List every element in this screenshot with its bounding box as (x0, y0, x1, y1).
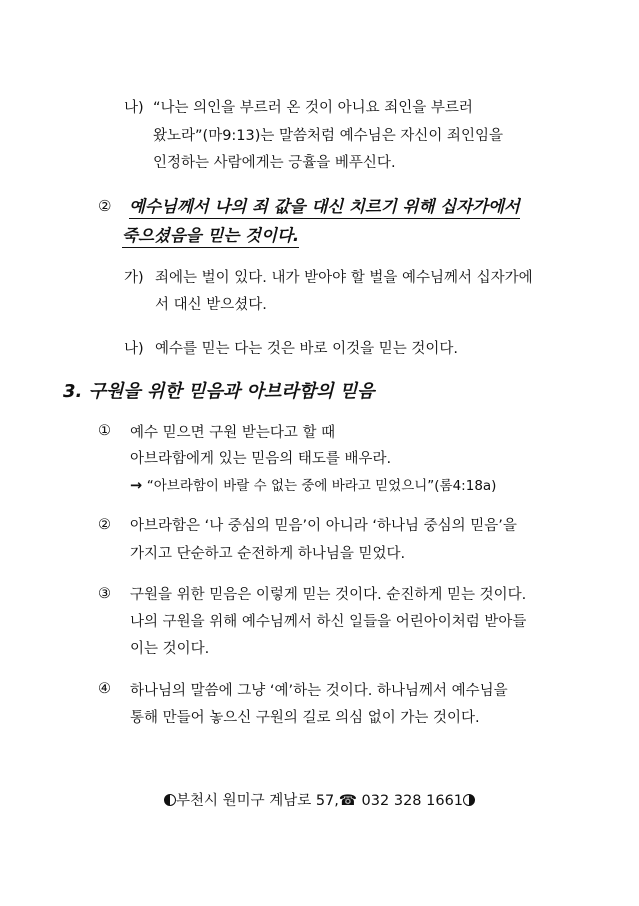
emphasis-line: 예수님께서 나의 죄 값을 대신 치르기 위해 십자가에서 (129, 193, 520, 219)
phone-number: 032 328 1661 (356, 793, 464, 809)
half-circle-left-icon (164, 794, 176, 806)
item-number: ③ (98, 586, 111, 602)
text-line: 나의 구원을 위해 예수님께서 하신 일들을 어린아이처럼 받아들 (130, 614, 527, 630)
phone-icon: ☎ (338, 793, 357, 809)
item-number: ④ (98, 681, 111, 697)
text-line: 왔노라”(마9:13)는 말씀처럼 예수님은 자신이 죄인임을 (153, 128, 503, 144)
item-number: ② (98, 517, 111, 533)
item-number: ① (98, 423, 111, 439)
text-line: 하나님의 말씀에 그냥 ‘예’하는 것이다. 하나님께서 예수님을 (130, 683, 508, 699)
section-heading: 3. 구원을 위한 믿음과 아브라함의 믿음 (63, 381, 375, 402)
text-line: 이는 것이다. (130, 641, 210, 657)
text-line: 예수 믿으면 구원 받는다고 할 때 (130, 425, 336, 441)
half-circle-right-icon (463, 794, 475, 806)
item-number: ② (98, 197, 112, 215)
text-line: 아브라함에게 있는 믿음의 태도를 배우라. (130, 451, 392, 467)
text-line: 인정하는 사람에게는 긍휼을 베푸신다. (153, 155, 396, 171)
quote-text: “아브라함이 바랄 수 없는 중에 바라고 믿었으니”(롬4:18a) (146, 478, 497, 494)
footer-address (0, 789, 639, 810)
text-line: 죄에는 벌이 있다. 내가 받아야 할 벌을 예수님께서 십자가에 (155, 270, 533, 286)
text-line: 예수를 믿는 다는 것은 바로 이것을 믿는 것이다. (155, 341, 459, 357)
emphasis-line: 죽으셨음을 믿는 것이다. (122, 222, 299, 248)
text-line: 가지고 단순하고 순전하게 하나님을 믿었다. (130, 546, 406, 562)
text-line: 서 대신 받으셨다. (155, 297, 267, 313)
arrow-icon: → (130, 478, 143, 494)
quote-line (130, 474, 496, 494)
address-text: 부천시 원미구 계남로 57, (175, 793, 339, 809)
text-line: 구원을 위한 믿음은 이렇게 믿는 것이다. 순진하게 믿는 것이다. (130, 587, 527, 603)
sub-item-label: 나) (124, 100, 144, 116)
text-line: 아브라함은 ‘나 중심의 믿음’이 아니라 ‘하나님 중심의 믿음’을 (130, 518, 517, 534)
sub-item-label: 가) (124, 270, 144, 286)
text-line: “나는 의인을 부르러 온 것이 아니요 죄인을 부르러 (153, 100, 473, 116)
sub-item-label: 나) (124, 341, 144, 357)
text-line: 통해 만들어 놓으신 구원의 길로 의심 없이 가는 것이다. (130, 710, 480, 726)
